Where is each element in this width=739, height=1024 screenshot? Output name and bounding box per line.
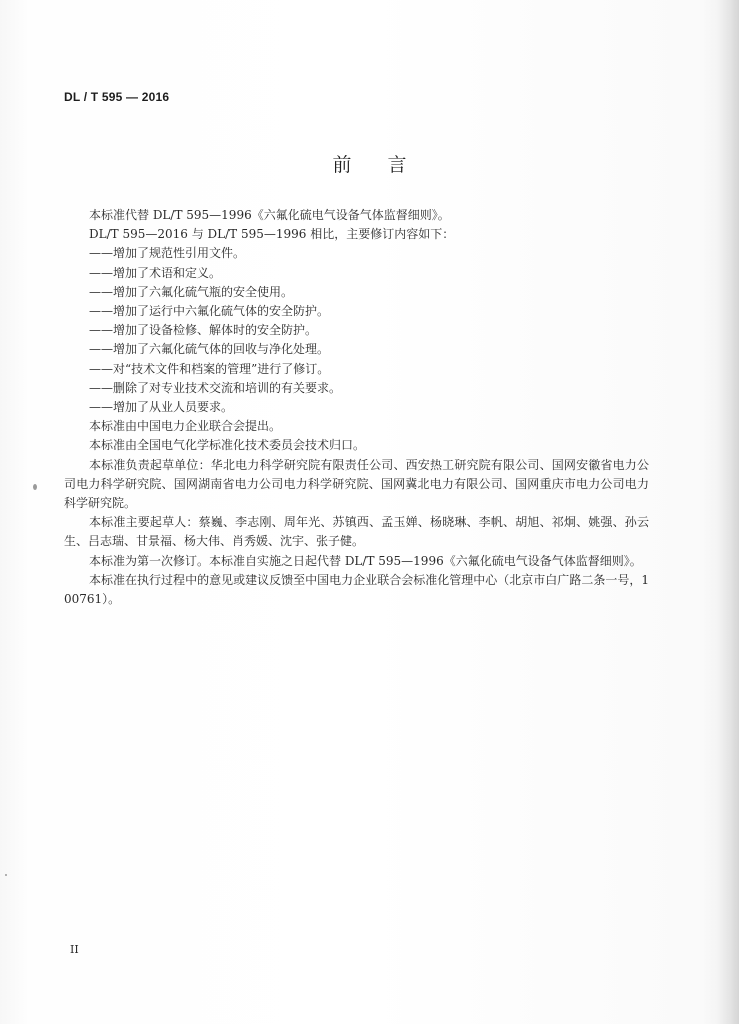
page-number: II [70,943,79,956]
list-item: ——增加了设备检修、解体时的安全防护。 [89,323,318,338]
page-title: 前言 [332,154,443,176]
paragraph-drafting-units: 本标准负责起草单位：华北电力科学研究院有限责任公司、西安热工研究院有限公司、国网安徽省电力公司电力科学研究院、国网湖南省电力公司电力科学研究院、国网冀北电力有限公司、国网重庆市电力公司电力科学研究院。 [64,457,649,511]
scan-speck [5,874,7,876]
list-item: ——对“技术文件和档案的管理”进行了修订。 [89,361,330,376]
list-item: ——增加了六氟化硫气体的回收与净化处理。 [89,342,330,357]
list-item: ——增加了运行中六氟化硫气体的安全防护。 [89,304,330,319]
list-item: ——删除了对专业技术交流和培训的有关要求。 [89,380,342,395]
list-item: ——增加了术语和定义。 [89,265,222,280]
paragraph-centralized-by: 本标准由全国电气化学标准化技术委员会技术归口。 [89,438,366,453]
paragraph-comparison: DL/T 595—2016 与 DL/T 595—1996 相比，主要修订内容如下： [89,227,455,242]
paragraph-feedback: 本标准在执行过程中的意见或建议反馈至中国电力企业联合会标准化管理中心（北京市白广路二条一号，100761）。 [64,572,649,607]
paragraph-replacement: 本标准代替 DL/T 595—1996《六氟化硫电气设备气体监督细则》。 [89,208,450,222]
list-item: ——增加了从业人员要求。 [89,400,234,415]
paragraph-proposed-by: 本标准由中国电力企业联合会提出。 [89,419,282,434]
paragraph-revision-note: 本标准为第一次修订。本标准自实施之日起代替 DL/T 595—1996《六氟化硫电气设备气体监督细则》。 [89,553,642,568]
paragraph-drafters: 本标准主要起草人：蔡巍、李志刚、周年光、苏镇西、孟玉婵、杨晓琳、李帆、胡旭、祁炯、姚强、孙云生、吕志瑞、甘景福、杨大伟、肖秀媛、沈宇、张子健。 [64,515,649,549]
foreword-body [64,206,649,609]
list-item: ——增加了规范性引用文件。 [89,246,246,261]
standard-code-header: DL / T 595 — 2016 [64,90,170,104]
list-item: ——增加了六氟化硫气瓶的安全使用。 [89,284,294,299]
scan-speck [33,484,37,490]
